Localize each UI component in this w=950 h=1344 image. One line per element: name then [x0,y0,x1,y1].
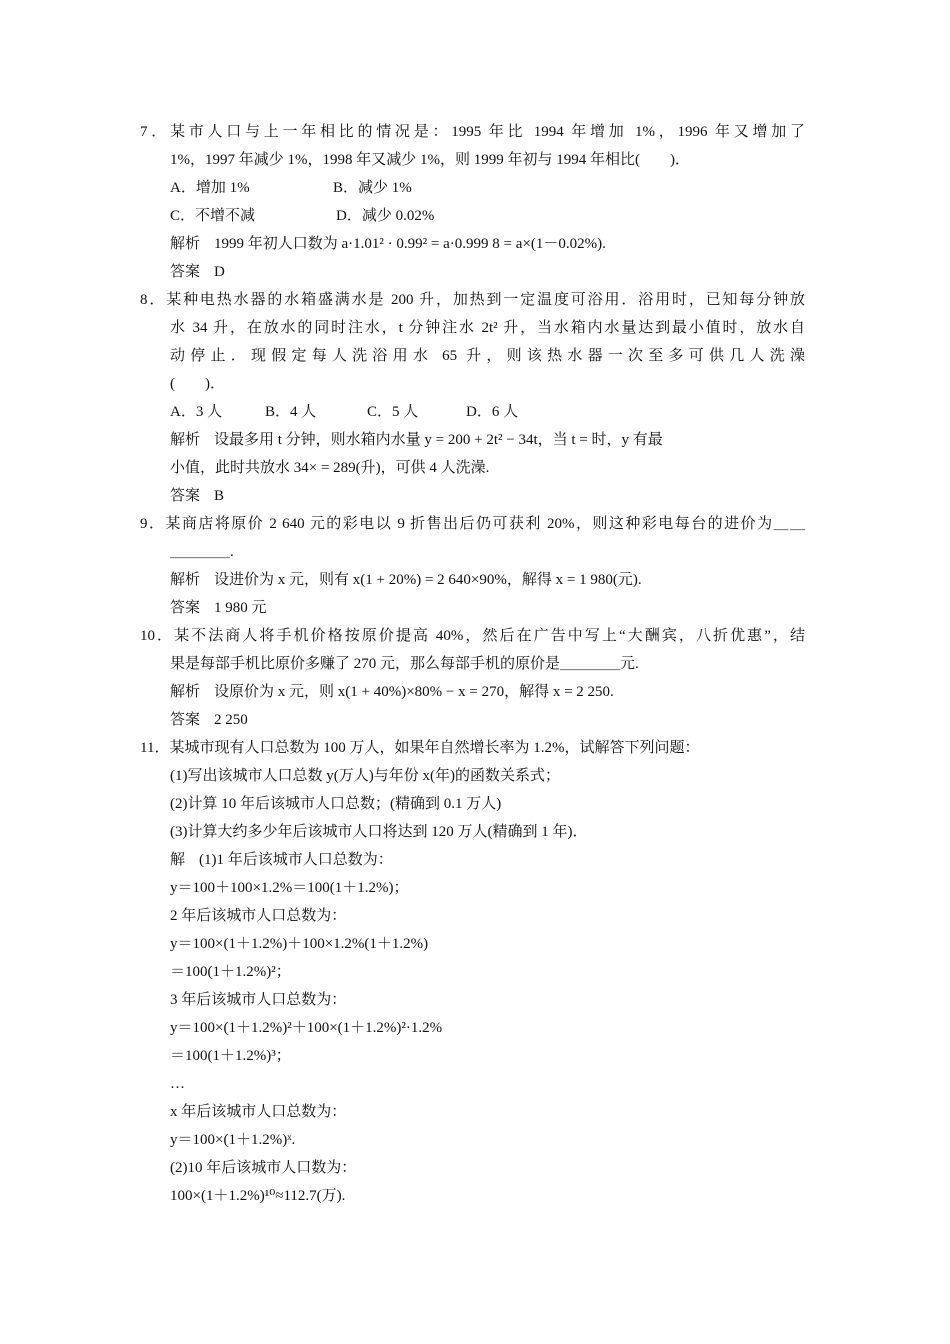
q11-part1: (1)写出该城市人口总数 y(万人)与年份 x(年)的函数关系式； [170,768,560,784]
q11-solution-line12: (2)10 年后该城市人口数为： [170,1160,357,1176]
analysis-text: 1999 年初人口数为 a·1.01² · 0.99² = a·0.999 8 = a×(1－0.02%). [214,236,606,252]
answer-text: 1 980 元 [214,600,267,616]
q8-stem-line1: 8．某种电热水器的水箱盛满水是 200 升，加热到一定温度可浴用．浴用时，已知每分钟放 [140,292,805,308]
analysis-text: 设最多用 t 分钟，则水箱内水量 y = 200 + 2t² − 34t，当 t = 时，y 有最 [214,432,663,448]
q9-answer [170,594,267,622]
q11-solution-line10: x 年后该城市人口总数为： [170,1104,347,1120]
q7-option-d: D．减少 0.02% [336,208,435,224]
q11-solution-line2: y＝100＋100×1.2%＝100(1＋1.2%)； [170,880,409,896]
q10-stem-line1: 10．某不法商人将手机价格按原价提高 40%，然后在广告中写上“大酬宾，八折优惠”，结 [140,628,805,644]
q8-option-d: D．6 人 [466,404,519,420]
analysis-label: 解析 [170,684,201,700]
q8-analysis-line2: 小值，此时共放水 34× = 289(升)，可供 4 人洗澡. [170,460,490,476]
q9-stem-line2: ＿＿＿＿. [170,544,234,560]
q11-solution-line11: y＝100×(1＋1.2%)ˣ. [170,1132,296,1148]
analysis-label: 解析 [170,572,201,588]
q11-solution-line9: … [170,1076,185,1092]
q11-solution-line5: ＝100(1＋1.2%)²； [170,964,291,980]
q11-solution-start [170,846,393,874]
answer-text: D [214,264,225,280]
q7-answer [170,258,225,286]
q11-part3: (3)计算大约多少年后该城市人口将达到 120 万人(精确到 1 年)． [170,824,588,840]
q10-analysis [170,678,614,706]
answer-label: 答案 [170,264,201,280]
analysis-text: 设进价为 x 元，则有 x(1 + 20%) = 2 640×90%，解得 x = 1 980(元). [214,572,642,588]
q11-solution-line4: y＝100×(1＋1.2%)＋100×1.2%(1＋1.2%) [170,936,429,952]
q8-stem-line4: ( )． [170,376,225,392]
q8-option-c: C．5 人 [367,404,419,420]
q8-analysis [170,426,663,454]
q7-stem-line1: 7．某市人口与上一年相比的情况是：1995 年比 1994 年增加 1%，1996 年又增加了 [140,124,805,140]
answer-label: 答案 [170,600,201,616]
q7-option-b: B．减少 1% [333,180,412,196]
q7-analysis [170,230,606,258]
analysis-text: 设原价为 x 元，则 x(1 + 40%)×80% − x = 270，解得 x = 2 250. [214,684,614,700]
q11-stem: 11．某城市现有人口总数为 100 万人，如果年自然增长率为 1.2%，试解答下列问题： [140,740,700,756]
answer-label: 答案 [170,488,201,504]
solution-label: 解 [170,852,186,868]
q11-solution-line13: 100×(1＋1.2%)¹⁰≈112.7(万). [170,1188,346,1204]
q11-solution-line3: 2 年后该城市人口总数为： [170,908,347,924]
q7-option-a: A．增加 1% [170,180,250,196]
analysis-label: 解析 [170,236,201,252]
q9-analysis [170,566,642,594]
q8-option-b: B．4 人 [265,404,317,420]
q7-option-c: C．不增不减 [170,208,256,224]
analysis-label: 解析 [170,432,201,448]
q9-stem-line1: 9．某商店将原价 2 640 元的彩电以 9 折售出后仍可获利 20%，则这种彩电每台的进价为＿＿ [140,516,805,532]
q10-stem-line2: 果是每部手机比原价多赚了 270 元，那么每部手机的原价是＿＿＿＿元. [170,656,639,672]
q11-solution-line7: y＝100×(1＋1.2%)²＋100×(1＋1.2%)²·1.2% [170,1020,443,1036]
answer-label: 答案 [170,712,201,728]
solution-text: (1)1 年后该城市人口总数为： [199,852,393,868]
q8-stem-line2: 水 34 升，在放水的同时注水，t 分钟注水 2t² 升，当水箱内水量达到最小值时，放水自 [170,320,805,336]
q8-stem-line3: 动停止．现假定每人洗浴用水 65 升，则该热水器一次至多可供几人洗澡 [170,348,805,364]
answer-text: 2 250 [214,712,248,728]
q8-answer [170,482,224,510]
q11-part2: (2)计算 10 年后该城市人口总数；(精确到 0.1 万人) [170,796,502,812]
q11-solution-line8: ＝100(1＋1.2%)³； [170,1048,291,1064]
answer-text: B [214,488,225,504]
q10-answer [170,706,248,734]
q7-stem-line2: 1%，1997 年减少 1%，1998 年又减少 1%，则 1999 年初与 1994 年相比( )． [170,152,690,168]
q8-option-a: A．3 人 [170,404,223,420]
q11-solution-line6: 3 年后该城市人口总数为： [170,992,347,1008]
